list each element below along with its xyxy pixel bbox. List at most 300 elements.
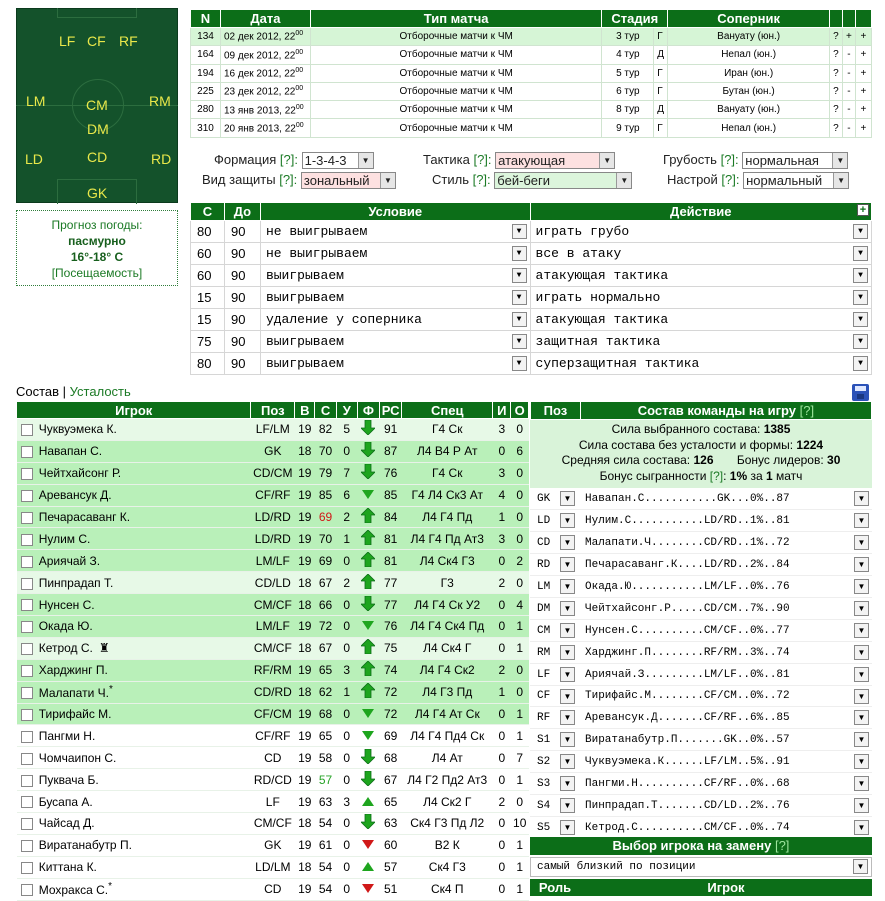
- player-age: 18: [295, 637, 315, 659]
- player-o: 6: [511, 440, 529, 462]
- pos-rf[interactable]: RF: [119, 33, 138, 49]
- player-name[interactable]: Тирифайс М.: [38, 707, 112, 722]
- chevron-down-icon[interactable]: ▼: [560, 645, 575, 660]
- match-add[interactable]: +: [855, 28, 871, 46]
- chevron-down-icon[interactable]: ▼: [560, 798, 575, 813]
- player-strength: 67: [315, 572, 336, 594]
- match-help[interactable]: ?: [829, 101, 842, 119]
- match-row[interactable]: [191, 119, 872, 137]
- chevron-down-icon[interactable]: ▼: [560, 689, 575, 704]
- player-u: 0: [336, 440, 357, 462]
- action-select[interactable]: [530, 331, 871, 353]
- match-n: 134: [191, 28, 221, 46]
- lineup-player-select[interactable]: [580, 816, 872, 838]
- match-help[interactable]: ?: [829, 119, 842, 137]
- player-o: 1: [511, 856, 529, 878]
- action-value: атакующая тактика: [535, 268, 669, 283]
- cond-to[interactable]: 90: [224, 353, 260, 375]
- cond-value: выигрываем: [265, 268, 344, 283]
- defense-select[interactable]: зональный ▼: [301, 172, 396, 189]
- s4-label: Бонус лидеров:: [736, 453, 828, 467]
- player-row[interactable]: [17, 878, 529, 900]
- player-spec: Ск4 П: [402, 878, 493, 900]
- chevron-down-icon: ▼: [854, 798, 869, 813]
- cond-to[interactable]: 90: [224, 331, 260, 353]
- chevron-down-icon: ▼: [358, 153, 373, 168]
- player-rs: 68: [380, 747, 402, 769]
- col-pos: Поз: [251, 402, 295, 419]
- lineup-player: Печарасаванг.К....LD/RD..2%..84: [585, 559, 790, 572]
- player-age: 19: [295, 462, 315, 484]
- lineup-row: [530, 729, 872, 751]
- pos-lf[interactable]: LF: [59, 33, 76, 49]
- match-date: 13 янв 2013, $22^{00}$: [220, 101, 310, 119]
- substitute-help[interactable]: [?]: [774, 838, 790, 853]
- player-checkbox[interactable]: [21, 621, 33, 633]
- player-checkbox[interactable]: [21, 534, 33, 546]
- match-toggle[interactable]: -: [842, 82, 855, 100]
- player-o: 1: [511, 637, 529, 659]
- formation-select[interactable]: 1-3-4-3 ▼: [302, 152, 374, 169]
- player-checkbox[interactable]: [21, 578, 33, 590]
- player-strength: 54: [315, 813, 336, 835]
- pos-ld[interactable]: LD: [25, 151, 43, 167]
- match-toggle[interactable]: -: [842, 64, 855, 82]
- player-spec: Г4 Ск: [402, 462, 493, 484]
- chevron-down-icon: ▼: [832, 153, 847, 168]
- mood-help[interactable]: [?]:: [721, 172, 740, 187]
- cond-to[interactable]: 90: [224, 265, 260, 287]
- rough-label: Грубость: [663, 152, 717, 167]
- condition-row: [191, 221, 872, 243]
- mood-row: [667, 172, 849, 189]
- star-mark: *: [108, 684, 113, 696]
- player-strength: 67: [315, 637, 336, 659]
- lineup-player-select[interactable]: [580, 532, 872, 554]
- action-select[interactable]: [530, 353, 871, 375]
- match-help[interactable]: ?: [829, 64, 842, 82]
- match-add[interactable]: +: [855, 101, 871, 119]
- player-pos: GK: [251, 834, 295, 856]
- chevron-down-icon[interactable]: ▼: [560, 776, 575, 791]
- style-help[interactable]: [?]:: [472, 172, 491, 187]
- pos-cf[interactable]: CF: [87, 33, 106, 49]
- form-small-down-icon: [362, 621, 374, 630]
- player-checkbox[interactable]: [21, 731, 33, 743]
- rough-help[interactable]: [?]:: [720, 152, 739, 167]
- col-games: И: [493, 402, 511, 419]
- match-row[interactable]: [191, 28, 872, 46]
- player-name[interactable]: Пинпрадап Т.: [38, 575, 114, 590]
- player-checkbox[interactable]: [21, 818, 33, 830]
- match-toggle[interactable]: -: [842, 46, 855, 64]
- lineup-pos: S4: [537, 799, 551, 812]
- lineup-player: Малапати.Ч........CD/RD..1%..72: [585, 537, 790, 550]
- match-row[interactable]: [191, 82, 872, 100]
- form-small-down-icon: [362, 490, 374, 499]
- player-name[interactable]: Аревансук Д.: [38, 488, 112, 503]
- chevron-down-icon[interactable]: ▼: [560, 513, 575, 528]
- player-checkbox[interactable]: [21, 468, 33, 480]
- player-u: 0: [336, 637, 357, 659]
- match-n: 280: [191, 101, 221, 119]
- player-name[interactable]: Виратанабутр П.: [38, 838, 132, 853]
- player-games: 0: [493, 878, 511, 900]
- player-games: 2: [493, 572, 511, 594]
- chevron-down-icon[interactable]: ▼: [560, 601, 575, 616]
- player-name[interactable]: Мохракса С.: [38, 883, 109, 898]
- player-row[interactable]: [17, 594, 529, 616]
- player-rs: 65: [380, 791, 402, 813]
- lineup-player-select[interactable]: [580, 751, 872, 773]
- player-games: 2: [493, 791, 511, 813]
- tab-sostav[interactable]: Состав: [16, 384, 60, 399]
- style-row: [432, 172, 632, 189]
- lineup-player-select[interactable]: [580, 597, 872, 619]
- player-u: 0: [336, 769, 357, 791]
- lineup-player-select[interactable]: [580, 641, 872, 663]
- s3-label: Средняя сила состава:: [561, 453, 694, 467]
- cond-select[interactable]: [260, 353, 530, 375]
- cond-select[interactable]: [260, 221, 530, 243]
- player-name[interactable]: Ариячай З.: [38, 553, 101, 568]
- save-icon[interactable]: [852, 384, 869, 401]
- match-time-sup: 00: [295, 30, 304, 38]
- chevron-down-icon: ▼: [854, 754, 869, 769]
- player-checkbox[interactable]: [21, 709, 33, 721]
- player-row[interactable]: [17, 484, 529, 506]
- player-games: 0: [493, 440, 511, 462]
- match-date: 16 дек 2012, $22^{00}$: [220, 64, 310, 82]
- condition-row: [191, 243, 872, 265]
- player-name-cell: [37, 506, 251, 528]
- player-checkbox[interactable]: [21, 796, 33, 808]
- player-o: 0: [511, 419, 529, 441]
- player-row[interactable]: [17, 834, 529, 856]
- player-row[interactable]: [17, 747, 529, 769]
- chevron-down-icon: ▼: [854, 732, 869, 747]
- player-name[interactable]: Малапати Ч.: [38, 686, 109, 701]
- player-row[interactable]: [17, 550, 529, 572]
- player-checkbox[interactable]: [21, 599, 33, 611]
- player-name[interactable]: Печарасаванг К.: [38, 510, 131, 524]
- chevron-down-icon[interactable]: ▼: [560, 535, 575, 550]
- player-name[interactable]: Навапан С.: [38, 444, 103, 459]
- tab-fatigue[interactable]: Усталость: [69, 384, 131, 399]
- chevron-down-icon: ▼: [512, 290, 527, 305]
- player-spec: Г3: [402, 572, 493, 594]
- match-add[interactable]: +: [855, 82, 871, 100]
- player-o: 0: [511, 462, 529, 484]
- match-date: 09 дек 2012, $22^{00}$: [220, 46, 310, 64]
- pos-dm[interactable]: DM: [87, 121, 109, 137]
- player-games: 0: [493, 856, 511, 878]
- player-row[interactable]: [17, 506, 529, 528]
- player-spec: Л4 В4 Р Ат: [402, 440, 493, 462]
- cond-from[interactable]: 60: [191, 265, 225, 287]
- form-down-arrow-icon: [361, 753, 375, 767]
- chevron-down-icon[interactable]: ▼: [560, 579, 575, 594]
- player-age: 18: [295, 572, 315, 594]
- action-select[interactable]: [530, 243, 871, 265]
- s1-value: 1385: [763, 422, 791, 436]
- player-row[interactable]: [17, 440, 529, 462]
- match-toggle[interactable]: -: [842, 101, 855, 119]
- player-o: 1: [511, 769, 529, 791]
- chevron-down-icon[interactable]: ▼: [560, 710, 575, 725]
- action-select[interactable]: [530, 309, 871, 331]
- matches-table: [190, 9, 872, 138]
- player-name[interactable]: Нулим С.: [38, 531, 91, 546]
- tactics-select[interactable]: атакующая ▼: [495, 152, 615, 169]
- player-checkbox[interactable]: [21, 687, 33, 699]
- cond-select[interactable]: [260, 309, 530, 331]
- cond-to[interactable]: 90: [224, 287, 260, 309]
- lineup-player-select[interactable]: [580, 773, 872, 795]
- cond-from[interactable]: 60: [191, 243, 225, 265]
- player-age: 19: [295, 419, 315, 441]
- player-rs: 84: [380, 506, 402, 528]
- chevron-down-icon: ▼: [853, 356, 868, 371]
- chevron-down-icon: ▼: [854, 667, 869, 682]
- lineup-player-select[interactable]: [580, 685, 872, 707]
- lineup-player: Кетрод.С..........CM/CF..0%..74: [585, 821, 790, 834]
- action-select[interactable]: [530, 265, 871, 287]
- player-row[interactable]: [17, 725, 529, 747]
- match-row[interactable]: [191, 46, 872, 64]
- player-pos: CD/LD: [251, 572, 295, 594]
- player-games: 0: [493, 769, 511, 791]
- player-name[interactable]: Чомчаипон С.: [38, 750, 117, 765]
- lineup-player-select[interactable]: [580, 794, 872, 816]
- cond-from[interactable]: 15: [191, 309, 225, 331]
- player-name-cell: [37, 769, 251, 791]
- player-o: 1: [511, 878, 529, 900]
- chevron-down-icon[interactable]: ▼: [560, 491, 575, 506]
- lineup-player-select[interactable]: [580, 554, 872, 576]
- pos-rm[interactable]: RM: [149, 93, 171, 109]
- substitute-select[interactable]: [530, 857, 872, 877]
- lineup-row: [530, 576, 872, 598]
- cond-from[interactable]: 15: [191, 287, 225, 309]
- player-strength: 70: [315, 528, 336, 550]
- match-add[interactable]: +: [855, 64, 871, 82]
- match-time-sup: 00: [295, 67, 304, 75]
- defense-help[interactable]: [?]:: [279, 172, 298, 187]
- lineup-player: Харджинг.П........RF/RM..3%..74: [585, 646, 790, 659]
- cond-from[interactable]: 80: [191, 353, 225, 375]
- player-row[interactable]: [17, 813, 529, 835]
- chevron-down-icon: ▼: [854, 491, 869, 506]
- team-help[interactable]: [?]: [799, 403, 815, 418]
- player-u: 3: [336, 791, 357, 813]
- cond-select[interactable]: [260, 265, 530, 287]
- player-strength: 70: [315, 440, 336, 462]
- cond-from[interactable]: 80: [191, 221, 225, 243]
- player-row[interactable]: [17, 703, 529, 725]
- player-pos: CM/CF: [251, 594, 295, 616]
- player-strength: 85: [315, 484, 336, 506]
- match-toggle[interactable]: -: [842, 119, 855, 137]
- player-name[interactable]: Чуквуэмека К.: [38, 422, 117, 437]
- chevron-down-icon[interactable]: ▼: [560, 732, 575, 747]
- player-row[interactable]: [17, 637, 529, 659]
- form-down-arrow-icon: [361, 446, 375, 460]
- player-row[interactable]: [17, 791, 529, 813]
- lineup-player-select[interactable]: [580, 729, 872, 751]
- pos-cd[interactable]: CD: [87, 149, 108, 165]
- match-row[interactable]: [191, 101, 872, 119]
- player-age: 19: [295, 834, 315, 856]
- player-age: 19: [295, 791, 315, 813]
- chevron-down-icon[interactable]: ▼: [560, 623, 575, 638]
- match-help[interactable]: ?: [829, 82, 842, 100]
- lineup-player-select[interactable]: [580, 619, 872, 641]
- weather-title: Прогноз погоды:: [51, 218, 143, 232]
- player-checkbox[interactable]: [21, 665, 33, 677]
- match-toggle[interactable]: +: [842, 28, 855, 46]
- attendance-link[interactable]: [Посещаемость]: [51, 266, 143, 280]
- player-checkbox[interactable]: [21, 490, 33, 502]
- chevron-down-icon[interactable]: ▼: [560, 557, 575, 572]
- player-row[interactable]: [17, 462, 529, 484]
- lineup-player-select[interactable]: [580, 707, 872, 729]
- player-row[interactable]: [17, 419, 529, 441]
- player-name-cell: [37, 703, 251, 725]
- cond-to[interactable]: 90: [224, 221, 260, 243]
- match-opponent: Иран (юн.): [668, 64, 830, 82]
- player-name[interactable]: Нунсен С.: [38, 597, 95, 612]
- match-opponent: Вануату (юн.): [668, 28, 830, 46]
- player-checkbox[interactable]: [21, 424, 33, 436]
- cond-to[interactable]: 90: [224, 309, 260, 331]
- player-name[interactable]: Бусапа А.: [38, 794, 93, 809]
- player-row[interactable]: [17, 616, 529, 638]
- pos-lm[interactable]: LM: [26, 93, 46, 109]
- player-row[interactable]: [17, 856, 529, 878]
- match-add[interactable]: +: [855, 119, 871, 137]
- player-name[interactable]: Киттана К.: [38, 860, 97, 875]
- pos-rd[interactable]: RD: [151, 151, 172, 167]
- player-name-cell: [37, 637, 251, 659]
- match-date: 20 янв 2013, $22^{00}$: [220, 119, 310, 137]
- player-o: 7: [511, 747, 529, 769]
- pos-cm[interactable]: CM: [86, 97, 108, 113]
- cond-value: не выигрываем: [265, 246, 368, 261]
- lineup-row: [530, 685, 872, 707]
- tactics-label: Тактика: [423, 152, 470, 167]
- player-name[interactable]: Пуквача Б.: [38, 772, 99, 787]
- player-o: 1: [511, 834, 529, 856]
- player-name[interactable]: Чайсад Д.: [38, 816, 95, 831]
- cond-value: выигрываем: [265, 290, 344, 305]
- match-add[interactable]: +: [855, 46, 871, 64]
- col-role-player: Игрок: [707, 880, 745, 895]
- player-checkbox[interactable]: [21, 512, 33, 524]
- add-icon[interactable]: +: [857, 204, 869, 216]
- player-row[interactable]: [17, 659, 529, 681]
- player-games: 0: [493, 637, 511, 659]
- player-row[interactable]: [17, 528, 529, 550]
- pos-gk[interactable]: GK: [87, 185, 108, 201]
- player-checkbox[interactable]: [21, 840, 33, 852]
- lineup-player-select[interactable]: [580, 663, 872, 685]
- cond-select[interactable]: [260, 331, 530, 353]
- rough-select[interactable]: нормальная ▼: [742, 152, 848, 169]
- col-age: В: [295, 402, 315, 419]
- chevron-down-icon[interactable]: ▼: [560, 754, 575, 769]
- player-row[interactable]: [17, 681, 529, 703]
- chevron-down-icon: ▼: [512, 312, 527, 327]
- match-time-sup: 00: [295, 48, 304, 56]
- player-name[interactable]: Окада Ю.: [38, 619, 93, 634]
- form-up-arrow-icon: [361, 512, 375, 526]
- player-u: 0: [336, 594, 357, 616]
- player-checkbox[interactable]: [21, 775, 33, 787]
- tactics-help[interactable]: [?]:: [473, 152, 492, 167]
- player-strength: 65: [315, 659, 336, 681]
- chevron-down-icon: ▼: [512, 268, 527, 283]
- match-n: 225: [191, 82, 221, 100]
- match-help[interactable]: ?: [829, 46, 842, 64]
- match-row[interactable]: [191, 64, 872, 82]
- player-age: 18: [295, 594, 315, 616]
- player-games: 0: [493, 725, 511, 747]
- chevron-down-icon[interactable]: ▼: [560, 820, 575, 835]
- player-name[interactable]: Харджинг П.: [38, 663, 108, 678]
- player-checkbox[interactable]: [21, 643, 33, 655]
- player-strength: 66: [315, 594, 336, 616]
- lineup-row: [530, 488, 872, 510]
- match-help[interactable]: ?: [829, 28, 842, 46]
- cond-from[interactable]: 75: [191, 331, 225, 353]
- cond-select[interactable]: [260, 243, 530, 265]
- player-checkbox[interactable]: [21, 753, 33, 765]
- player-row[interactable]: [17, 769, 529, 791]
- lineup-row: [530, 554, 872, 576]
- form-down-arrow-icon: [361, 424, 375, 438]
- player-age: 19: [295, 528, 315, 550]
- cond-to[interactable]: 90: [224, 243, 260, 265]
- s5-value: 1%: [729, 468, 748, 483]
- cond-select[interactable]: [260, 287, 530, 309]
- player-pos: CD/RD: [251, 681, 295, 703]
- player-row[interactable]: [17, 572, 529, 594]
- player-name[interactable]: Чейтхайсонг Р.: [38, 466, 122, 481]
- lineup-player-select[interactable]: [580, 576, 872, 598]
- chevron-down-icon: ▼: [854, 535, 869, 550]
- chevron-down-icon[interactable]: ▼: [560, 667, 575, 682]
- player-checkbox[interactable]: [21, 556, 33, 568]
- s5-help[interactable]: [?]: [709, 468, 724, 483]
- formation-label: Формация: [214, 152, 277, 167]
- lineup-player-select[interactable]: [580, 510, 872, 532]
- player-checkbox[interactable]: [21, 884, 33, 896]
- style-select[interactable]: бей-беги ▼: [494, 172, 632, 189]
- player-name[interactable]: Пангми Н.: [38, 728, 96, 743]
- player-u: 0: [336, 813, 357, 835]
- player-checkbox[interactable]: [21, 446, 33, 458]
- action-select[interactable]: [530, 287, 871, 309]
- mood-select[interactable]: нормальный ▼: [743, 172, 849, 189]
- formation-help[interactable]: [?]:: [279, 152, 298, 167]
- player-checkbox[interactable]: [21, 862, 33, 874]
- action-select[interactable]: [530, 221, 871, 243]
- player-strength: 58: [315, 747, 336, 769]
- lineup-player-select[interactable]: [580, 488, 872, 510]
- player-name[interactable]: Кетрод С.: [38, 641, 93, 656]
- player-o: 0: [511, 528, 529, 550]
